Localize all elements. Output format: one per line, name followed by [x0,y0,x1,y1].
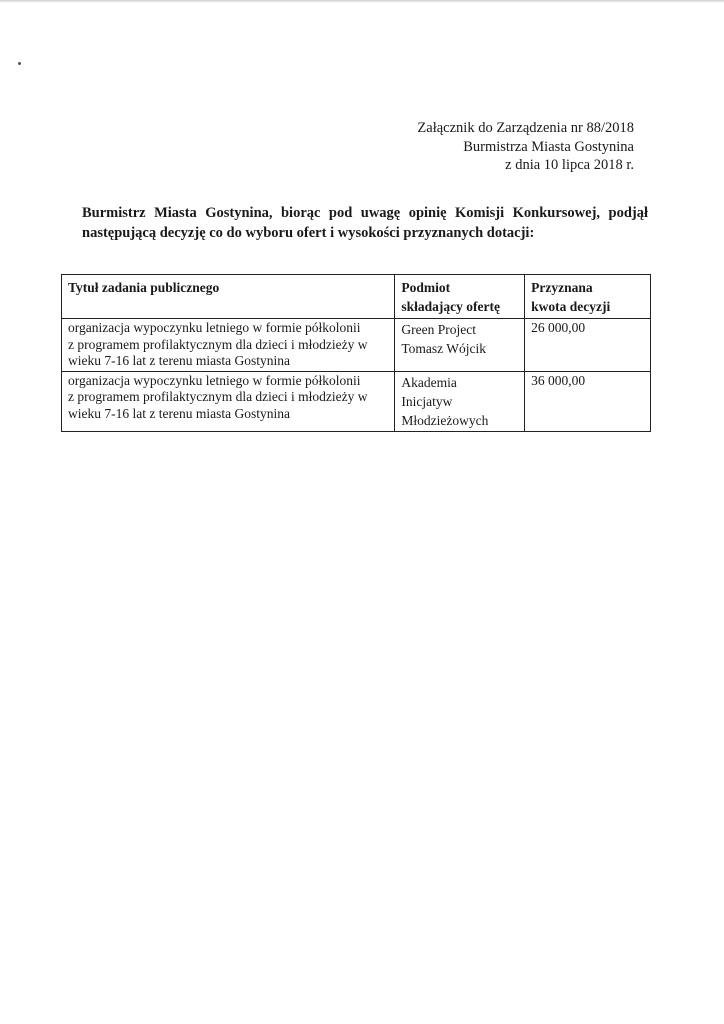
task-title-line: wieku 7-16 lat z terenu miasta Gostynina [68,405,290,421]
entity-line: Inicjatyw [401,393,453,409]
header-amount-line-1: Przyznana [531,280,593,295]
attachment-line-3: z dnia 10 lipca 2018 r. [505,157,634,173]
header-entity-line-2: składający ofertę [401,299,500,314]
task-title-cell [62,371,395,431]
header-entity [395,275,525,319]
attachment-line-2: Burmistrza Miasta Gostynina [463,138,634,155]
task-title-line: organizacja wypoczynku letniego w formie półkolonii [68,372,361,388]
task-title-line: organizacja wypoczynku letniego w formie półkolonii [68,320,361,335]
entity-line: Green Project [401,322,476,337]
amount-cell [525,371,651,431]
header-amount [525,275,651,319]
task-title-cell [62,319,395,372]
scan-top-edge [0,0,724,3]
entity-line: Tomasz Wójcik [401,341,487,356]
task-title-line: wieku 7-16 lat z terenu miasta Gostynina [68,353,290,368]
grants-table [61,274,651,432]
table-row [62,371,651,431]
amount-cell [525,319,651,372]
task-title-line: z programem profilaktycznym dla dzieci i młodzieży w [68,389,368,404]
amount-value: 36 000,00 [531,372,586,388]
entity-line: Akademia [401,374,457,390]
attachment-header [417,119,634,175]
task-title-line: z programem profilaktycznym dla dzieci i młodzieży w [68,336,368,352]
entity-cell [395,371,525,431]
table-row [62,319,651,372]
header-task-title-label: Tytuł zadania publicznego [68,280,220,295]
amount-value: 26 000,00 [531,320,586,335]
table-header-row [62,275,651,319]
decision-intro: Burmistrz Miasta Gostynina, biorąc pod uwagę opinię Komisji Konkursowej, podjął następującą decyzję co do wyboru ofert i wysokości przyznanych dotacji: [82,205,648,241]
header-task-title [62,275,395,319]
header-amount-line-2: kwota decyzji [531,299,611,314]
entity-line: Młodzieżowych [401,412,489,428]
header-entity-line-1: Podmiot [401,280,451,295]
attachment-line-1: Załącznik do Zarządzenia nr 88/2018 [417,120,634,136]
entity-cell [395,319,525,372]
scan-speck [18,62,21,65]
